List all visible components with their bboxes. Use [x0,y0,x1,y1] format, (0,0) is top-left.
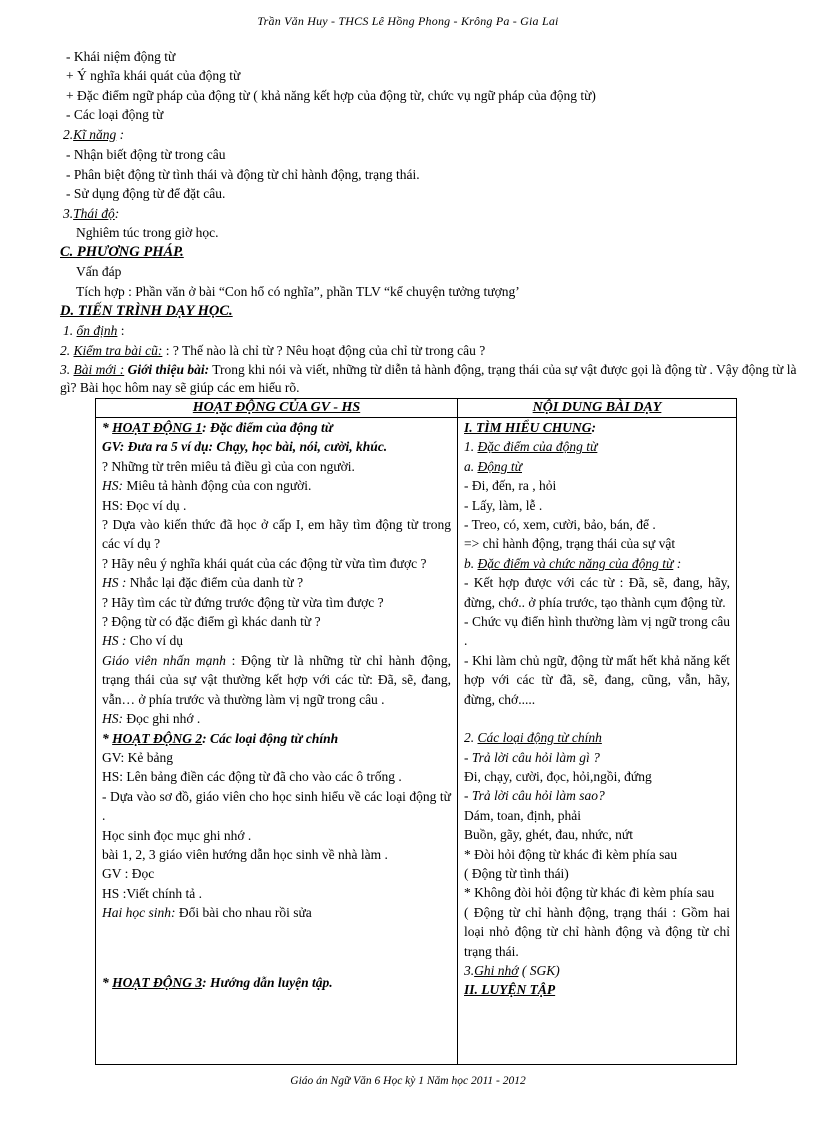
activity-1-line: HS : Nhắc lại đặc điểm của danh từ ? [102,575,304,591]
content-subheading: 3.Ghi nhớ ( SGK) [464,962,560,978]
content-line: - Treo, có, xem, cười, bảo, bán, để . [464,517,656,533]
method-line-2: Tích hợp : Phần văn ở bài “Con hổ có nghĩa”, phần TLV “kể chuyện tưởng tượng’ [76,284,520,299]
content-line: Dám, toan, định, phải [464,807,581,823]
activity-1-line: ? Những từ trên miêu tả điều gì của con người. [102,458,355,474]
process-step-1: 1. ổn định : [63,323,125,338]
content-line: - Chức vụ điển hình thường làm vị ngữ trong câu . [464,614,730,649]
content-line: - Trả lời câu hỏi làm sao? [464,788,605,804]
column-header-content: NỘI DUNG BÀI DẠY [458,399,737,418]
content-subheading: a. Động từ [464,458,522,474]
activity-1-line: HS: Miêu tả hành động của con người. [102,478,312,494]
activity-2-line: GV : Đọc [102,866,155,882]
skills-item-2: - Phân biệt động từ tình thái và động từ chỉ hành động, trạng thái. [66,167,420,182]
content-line: * Không đòi hỏi động từ khác đi kèm phía sau [464,885,715,901]
activity-2-line: HS: Lên bảng điền các động từ đã cho vào các ô trống . [102,769,402,785]
activity-1-line: ? Hãy tìm các từ đứng trước động từ vừa tìm được ? [102,594,384,610]
activity-2-line: GV: Kẻ bảng [102,749,173,765]
content-subheading: 1. Đặc điểm của động từ [464,439,598,455]
activity-1-line: HS : Cho ví dụ [102,633,184,649]
activity-1-line: ? Động từ có đặc điểm gì khác danh từ ? [102,614,321,630]
activity-1-line: HS: Đọc ghi nhớ . [102,711,201,727]
activity-1-line: ? Dựa vào kiến thức đã học ở cấp I, em hãy tìm động từ trong các ví dụ ? [102,517,451,552]
content-line: - Lấy, làm, lễ . [464,497,543,513]
activity-1-gv: GV: Đưa ra 5 ví dụ: Chạy, học bài, nói, cười, khúc. [102,439,388,455]
activity-1-heading: * HOẠT ĐỘNG 1: Đặc điểm của động từ [102,420,333,435]
knowledge-item-3: + Đặc điểm ngữ pháp của động từ ( khả năng kết hợp của động từ, chức vụ ngữ pháp của động từ) [66,88,596,103]
knowledge-item-4: - Các loại động từ [66,107,164,122]
content-cell [458,418,737,1065]
activity-2-line: bài 1, 2, 3 giáo viên hướng dẫn học sinh về nhà làm . [102,846,388,862]
knowledge-item-1: - Khái niệm động từ [66,49,176,64]
activity-1-line: Giáo viên nhấn mạnh : Động từ là những từ chỉ hành động, trạng thái của sự vật thường kết hợp với các từ: Đã, sẽ, đang, vẫn… ở phía trước và thường làm vị ngữ trong câu . [102,652,452,707]
column-header-activities: HOẠT ĐỘNG CỦA GV - HS [96,399,458,418]
activity-3-heading: * HOẠT ĐỘNG 3: Hướng dẫn luyện tập. [102,974,333,990]
activity-2-line: Hai học sinh: Đổi bài cho nhau rồi sửa [102,905,312,921]
activity-1-line: HS: Đọc ví dụ . [102,497,187,513]
content-line: - Trả lời câu hỏi làm gì ? [464,749,600,765]
content-line: * Đòi hỏi động từ khác đi kèm phía sau [464,846,678,862]
page-footer: Giáo án Ngữ Văn 6 Học kỳ 1 Năm học 2011 - 2012 [290,1075,526,1087]
attitude-text: Nghiêm túc trong giờ học. [76,225,219,240]
content-section-2-title: II. LUYỆN TẬP [464,982,556,998]
content-line: => chỉ hành động, trạng thái của sự vật [464,536,676,552]
page-header: Trần Văn Huy - THCS Lê Hồng Phong - Krông Pa - Gia Lai [257,14,559,28]
skills-heading: 2.Kĩ năng : [63,127,125,142]
lesson-table [95,398,737,1065]
content-line: - Đi, đến, ra , hỏi [464,478,557,494]
activity-2-heading: * HOẠT ĐỘNG 2: Các loại động từ chính [102,730,339,746]
content-line: - Kết hợp được với các từ : Đã, sẽ, đang, hãy, đừng, chớ.. ở phía trước, tạo thành cụm động từ. [464,575,730,610]
skills-item-3: - Sử dụng động từ để đặt câu. [66,186,226,201]
content-line: ( Động từ chỉ hành động, trạng thái : Gồm hai loại nhỏ động từ chỉ hành động và động từ chỉ trạng thái. [464,904,730,959]
content-subheading: b. Đặc điểm và chức năng của động từ : [464,555,682,571]
method-heading: C. PHƯƠNG PHÁP. [60,244,184,260]
content-line: Buồn, gãy, ghét, đau, nhức, nứt [464,827,633,843]
content-section-1-title: I. TÌM HIỂU CHUNG: [464,420,597,435]
content-line: Đi, chạy, cười, đọc, hỏi,ngồi, đứng [464,768,652,784]
method-line-1: Vấn đáp [76,264,122,279]
activity-2-line: - Dựa vào sơ đồ, giáo viên cho học sinh hiểu về các loại động từ . [102,788,451,824]
activity-1-line: ? Hãy nêu ý nghĩa khái quát của các động từ vừa tìm được ? [102,555,427,571]
activities-cell [96,418,458,1065]
activity-2-line: Học sinh đọc mục ghi nhớ . [102,827,252,843]
content-subheading: 2. Các loại động từ chính [464,730,602,746]
process-step-2: 2. Kiểm tra bài cũ: : ? Thế nào là chỉ từ ? Nêu hoạt động của chỉ từ trong câu ? [60,343,486,358]
content-line: ( Động từ tình thái) [464,865,569,881]
activity-2-line: HS :Viết chính tả . [102,885,203,901]
skills-item-1: - Nhận biết động từ trong câu [66,147,226,162]
knowledge-item-2: + Ý nghĩa khái quát của động từ [66,68,241,83]
process-step-3: 3. Bài mới : Giới thiệu bài: Trong khi nói và viết, những từ diễn tả hành động, trạng thái của sự vật được gọi là động từ . Vậy động từ là gì? Bài học hôm nay sẽ giúp các em hiểu rõ. [60,362,797,395]
content-line: - Khi làm chủ ngữ, động từ mất hết khả năng kết hợp với các từ đã, sẽ, đang, cũng, vẫn, hãy, đừng, chớ..... [464,652,730,707]
process-heading: D. TIẾN TRÌNH DẠY HỌC. [60,303,233,319]
attitude-heading: 3.Thái độ: [63,206,120,221]
